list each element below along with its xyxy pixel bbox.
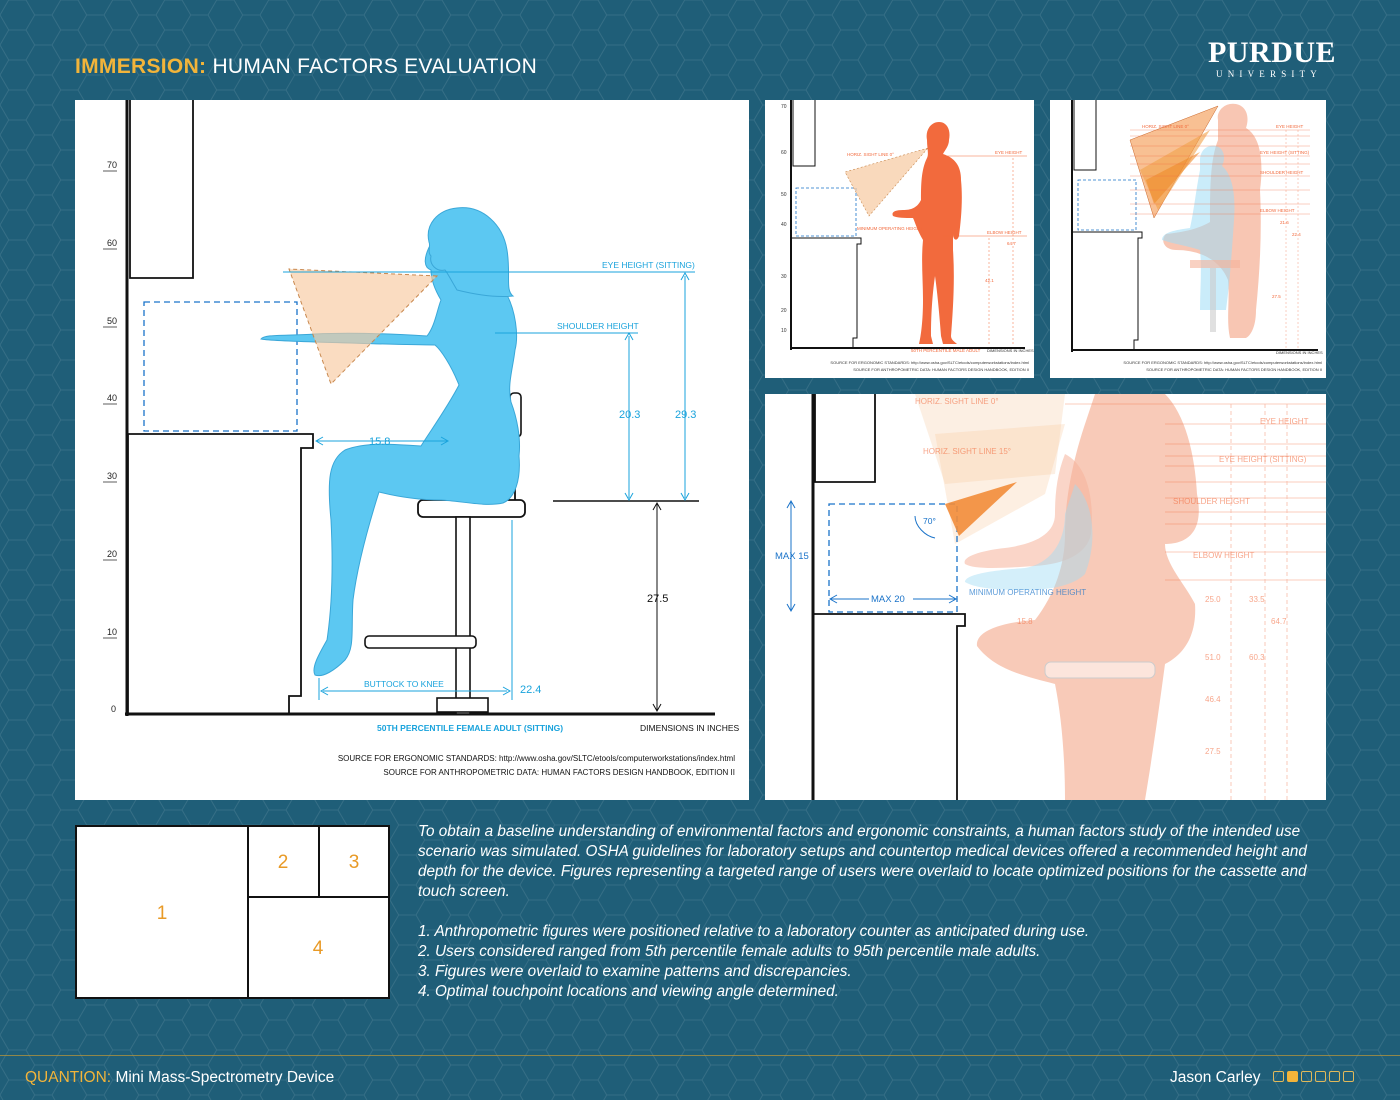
legend-cell-1: 1: [156, 903, 168, 924]
page-dot[interactable]: [1287, 1071, 1298, 1082]
logo-subtitle: UNIVERSITY: [1216, 69, 1322, 79]
ghost-dim: 64.7: [1271, 617, 1287, 626]
y-tick: 10: [107, 627, 118, 637]
source-anthropometric: SOURCE FOR ANTHROPOMETRIC DATA: HUMAN FACTORS DESIGN HANDBOOK, EDITION II: [383, 768, 735, 777]
min-op-label: MINIMUM OPERATING HEIGHT: [969, 588, 1087, 597]
ghost-dim: 21.6: [1280, 220, 1289, 225]
ghost-label: EYE HEIGHT (SITTING): [1260, 150, 1310, 155]
page-indicator: [1273, 1071, 1354, 1082]
ghost-label: SHOULDER HEIGHT: [1173, 497, 1250, 506]
legend-cell-4: 4: [312, 938, 324, 959]
ghost-label: HORIZ. SIGHT LINE 0°: [1142, 124, 1189, 129]
eye-height-label: EYE HEIGHT (SITTING): [602, 260, 695, 270]
page-dot[interactable]: [1343, 1071, 1354, 1082]
ghost-label: EYE HEIGHT (SITTING): [1219, 455, 1307, 464]
page-title-text: HUMAN FACTORS EVALUATION: [212, 55, 538, 78]
shoulder-height-label: SHOULDER HEIGHT: [557, 321, 639, 331]
y-tick: 20: [107, 549, 118, 559]
y-tick: 10: [781, 328, 787, 334]
dim-b: 42.1: [985, 278, 994, 283]
figure-caption: 50TH PERCENTILE MALE ADULT: [911, 348, 981, 353]
description-item: 3. Figures were overlaid to examine patterns and discrepancies.: [418, 963, 852, 980]
page-dot[interactable]: [1329, 1071, 1340, 1082]
seated-female-diagram: [75, 100, 749, 800]
ghost-dim: 22.4: [1292, 232, 1301, 237]
ghost-label: ELBOW HEIGHT: [1193, 551, 1255, 560]
source-ergonomic: SOURCE FOR ERGONOMIC STANDARDS: http://www.osha.gov/SLTC/etools/computerworkstations/index.html: [830, 360, 1029, 365]
dim-22-4: 22.4: [520, 684, 542, 696]
ghost-label: SHOULDER HEIGHT: [1260, 170, 1304, 175]
ghost-dim: 15.8: [1017, 617, 1033, 626]
ghost-label: EYE HEIGHT: [1276, 124, 1304, 129]
footer-divider: [0, 1055, 1400, 1056]
y-tick: 50: [107, 316, 118, 326]
buttock-to-knee-label: BUTTOCK TO KNEE: [364, 679, 444, 689]
max15-label: MAX 15: [775, 551, 809, 562]
page-title-accent: IMMERSION:: [75, 55, 207, 78]
panel-2-standing-male: [765, 100, 1034, 378]
dim-15-8: 15.8: [369, 436, 391, 448]
legend-cell-3: 3: [348, 852, 360, 873]
y-tick: 0: [111, 704, 117, 714]
source-anthropometric: SOURCE FOR ANTHROPOMETRIC DATA: HUMAN FACTORS DESIGN HANDBOOK, EDITION II: [853, 367, 1029, 372]
ghost-dim: 46.4: [1205, 695, 1221, 704]
ghost-label: HORIZ. SIGHT LINE 0°: [915, 397, 999, 406]
description: [418, 822, 1328, 1002]
touchpoint-detail-diagram: [765, 394, 1326, 800]
angle-label: 70°: [923, 516, 936, 526]
units-caption: DIMENSIONS IN INCHES: [1276, 350, 1323, 355]
eye-height-label: EYE HEIGHT: [995, 150, 1023, 155]
ghost-dim: 25.0: [1205, 595, 1221, 604]
figure-caption: 50TH PERCENTILE FEMALE ADULT (SITTING): [377, 723, 564, 733]
page-title: [75, 55, 537, 79]
max20-label: MAX 20: [871, 594, 905, 605]
dim-20-3: 20.3: [619, 409, 641, 421]
ghost-dim: 27.5: [1272, 294, 1281, 299]
footer-project: [25, 1069, 334, 1087]
description-item: 4. Optimal touchpoint locations and viewing angle determined.: [418, 983, 839, 1000]
description-item: 1. Anthropometric figures were positioned relative to a laboratory counter as anticipated during use.: [418, 923, 1090, 940]
y-tick: 50: [781, 192, 787, 198]
source-ergonomic: SOURCE FOR ERGONOMIC STANDARDS: http://www.osha.gov/SLTC/etools/computerworkstations/index.html: [337, 754, 735, 763]
footer-project-name: Mini Mass-Spectrometry Device: [115, 1069, 335, 1086]
horiz-sight-label: HORIZ. SIGHT LINE 0°: [847, 152, 894, 157]
page-dot[interactable]: [1301, 1071, 1312, 1082]
ghost-dim: 51.0: [1205, 653, 1221, 662]
page-dot[interactable]: [1315, 1071, 1326, 1082]
panel-1-seated-female: [75, 100, 749, 800]
units-caption: DIMENSIONS IN INCHES: [987, 348, 1034, 353]
ghost-dim: 33.5: [1249, 595, 1265, 604]
y-tick: 30: [107, 471, 118, 481]
ghost-label: EYE HEIGHT: [1260, 417, 1309, 426]
y-tick: 40: [107, 393, 118, 403]
min-op-label: MINIMUM OPERATING HEIGHT: [857, 226, 923, 231]
y-tick: 20: [781, 308, 787, 314]
y-tick: 70: [107, 160, 118, 170]
ghost-label: ELBOW HEIGHT: [1260, 208, 1295, 213]
description-list: [418, 922, 1328, 1002]
footer-author: Jason Carley: [1170, 1069, 1261, 1086]
legend-cell-2: 2: [277, 852, 289, 873]
logo-name: PURDUE: [1208, 36, 1336, 69]
footer-accent: QUANTION:: [25, 1069, 112, 1086]
source-ergonomic: SOURCE FOR ERGONOMIC STANDARDS: http://www.osha.gov/SLTC/etools/computerworkstations/index.html: [1123, 360, 1322, 365]
panel-3-overlaid-figures: [1050, 100, 1326, 378]
y-tick: 30: [781, 274, 787, 280]
ghost-dim: 60.3: [1249, 653, 1265, 662]
dim-29-3: 29.3: [675, 409, 697, 421]
y-tick: 70: [781, 104, 787, 110]
units-caption: DIMENSIONS IN INCHES: [640, 723, 740, 733]
page-dot[interactable]: [1273, 1071, 1284, 1082]
y-tick: 40: [781, 222, 787, 228]
overlaid-figures-diagram: [1050, 100, 1326, 378]
y-tick: 60: [107, 238, 118, 248]
description-intro: To obtain a baseline understanding of environmental factors and ergonomic constraints, a human factors study of the intended use scenario was simulated. OSHA guidelines for laboratory setups and countertop medical devices offered a recommended height and depth for the device. Figures representing a targeted range of users were overlaid to locate optimized positions for the cassette and touch screen.: [418, 823, 1307, 900]
source-anthropometric: SOURCE FOR ANTHROPOMETRIC DATA: HUMAN FACTORS DESIGN HANDBOOK, EDITION II: [1146, 367, 1322, 372]
description-item: 2. Users considered ranged from 5th percentile female adults to 95th percentile male adults.: [418, 943, 1041, 960]
standing-male-diagram: [765, 100, 1034, 378]
dim-a: 64.7: [1007, 241, 1016, 246]
y-tick: 60: [781, 150, 787, 156]
ghost-label: HORIZ. SIGHT LINE 15°: [923, 447, 1011, 456]
elbow-height-label: ELBOW HEIGHT: [987, 230, 1022, 235]
purdue-logo: [1208, 36, 1336, 80]
layout-legend: [75, 825, 391, 1000]
dim-27-5: 27.5: [647, 593, 669, 605]
panel-4-touchpoint-detail: [765, 394, 1326, 800]
ghost-dim: 27.5: [1205, 747, 1221, 756]
